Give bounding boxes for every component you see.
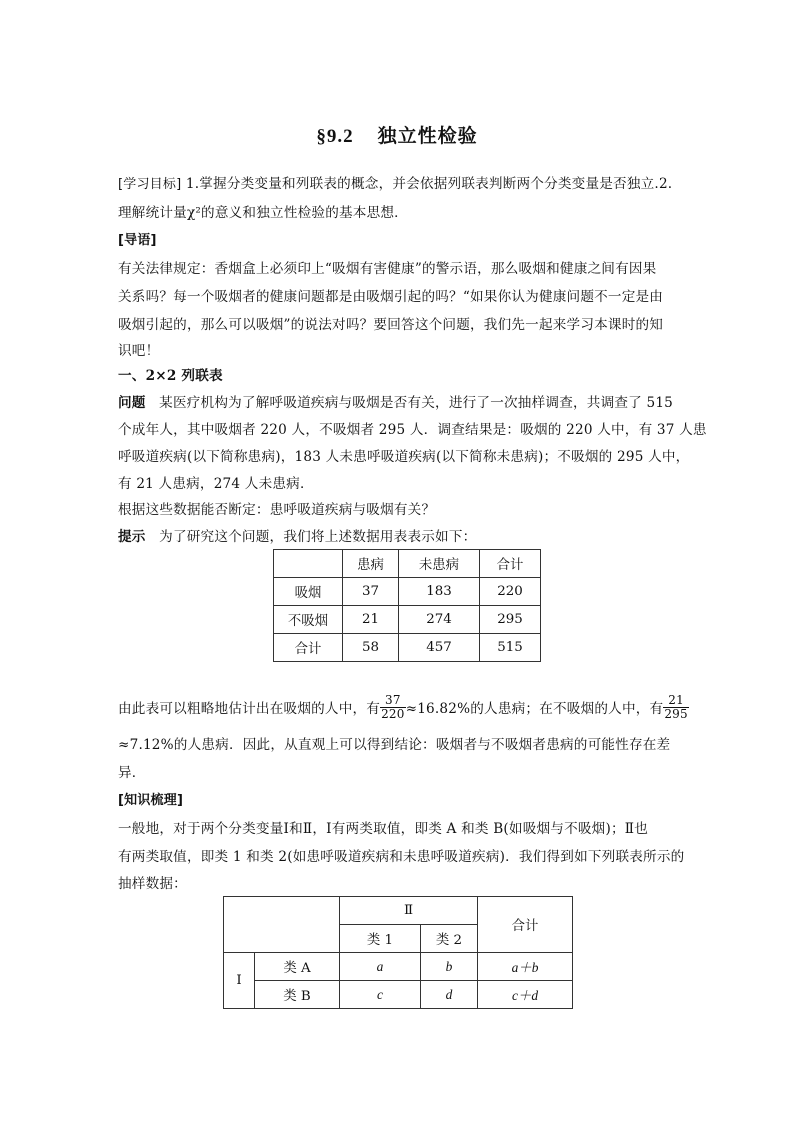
table-header: 患病	[343, 550, 399, 578]
knowledge-line-2: 有两类取值，即类 1 和类 2(如患呼吸道疾病和未患呼吸道疾病)．我们得到如下列联表所示的	[118, 849, 685, 865]
table-row	[274, 606, 541, 634]
row-header: 不吸烟	[274, 606, 343, 634]
table-cell: 183	[399, 578, 480, 606]
smoking-disease-table	[273, 549, 541, 662]
general-contingency-table	[223, 896, 573, 1009]
section-number: §9.2	[316, 126, 354, 147]
variable-2-header: Ⅱ	[340, 897, 478, 925]
row-header: 吸烟	[274, 578, 343, 606]
table-cell: 37	[343, 578, 399, 606]
fraction-denominator: 295	[664, 707, 688, 721]
problem-line-3: 呼吸道疾病(以下简称患病)，183 人未患呼吸道疾病(以下简称未患病)；不吸烟的 295 人中，	[118, 449, 690, 465]
class-1-header: 类 1	[340, 925, 421, 953]
intro-line-3: 吸烟引起的，那么可以吸烟”的说法对吗？要回答这个问题，我们先一起来学习本课时的知	[118, 317, 664, 333]
intro-label: [导语]	[118, 233, 157, 248]
variable-1-header: Ⅰ	[224, 953, 255, 1009]
table-cell: b	[421, 953, 478, 981]
estimate-text-2: ≈16.82%的人患病；在不吸烟的人中，有	[405, 701, 664, 717]
class-2-header: 类 2	[421, 925, 478, 953]
table-row	[274, 578, 541, 606]
knowledge-line-1: 一般地，对于两个分类变量Ⅰ和Ⅱ，Ⅰ有两类取值，即类 A 和类 B(如吸烟与不吸烟)；Ⅱ也	[118, 821, 648, 837]
estimate-line-3: 异．	[118, 765, 146, 781]
row-header: 类 B	[255, 981, 340, 1009]
table-cell: 515	[480, 634, 541, 662]
table-cell: 457	[399, 634, 480, 662]
fraction-numerator: 21	[663, 694, 689, 708]
total-header: 合计	[478, 897, 573, 953]
objectives-text-1: 1.掌握分类变量和列联表的概念，并会依据列联表判断两个分类变量是否独立.2.	[185, 176, 673, 192]
problem-question: 根据这些数据能否断定：患呼吸道疾病与吸烟有关？	[118, 502, 436, 518]
problem-line-2: 个成年人，其中吸烟者 220 人，不吸烟者 295 人．调查结果是：吸烟的 220 人中，有 37 人患	[118, 422, 707, 438]
objectives-line-1	[118, 172, 684, 192]
table-header-row	[274, 550, 541, 578]
hint-text: 为了研究这个问题，我们将上述数据用表表示如下：	[159, 529, 477, 545]
problem-text-1: 某医疗机构为了解呼吸道疾病与吸烟是否有关，进行了一次抽样调查，共调查了 515	[159, 395, 674, 411]
table-cell: a＋b	[478, 953, 573, 981]
intro-line-1: 有关法律规定：香烟盒上必须印上“吸烟有害健康”的警示语，那么吸烟和健康之间有因果	[118, 261, 657, 277]
estimate-line-2: ≈7.12%的人患病．因此，从直观上可以得到结论：吸烟者与不吸烟者患病的可能性存在差	[118, 737, 671, 753]
row-header: 类 A	[255, 953, 340, 981]
objectives-line-2: 理解统计量χ²的意义和独立性检验的基本思想．	[118, 205, 408, 221]
section-title: 独立性检验	[377, 125, 478, 147]
estimate-text-1: 由此表可以粗略地估计出在吸烟的人中，有	[118, 701, 381, 717]
knowledge-line-3: 抽样数据：	[118, 876, 187, 892]
table-row	[274, 634, 541, 662]
table-cell: 220	[480, 578, 541, 606]
problem-label: 问题	[118, 395, 146, 411]
table-corner-cell	[224, 897, 340, 953]
fraction-37-220	[380, 694, 406, 721]
intro-line-2: 关系吗？每一个吸烟者的健康问题都是由吸烟引起的吗？“如果你认为健康问题不一定是由	[118, 289, 664, 305]
table-cell: 21	[343, 606, 399, 634]
table-row	[224, 981, 573, 1009]
hint-line	[118, 525, 684, 545]
fraction-denominator: 220	[381, 707, 405, 721]
table-cell	[274, 550, 343, 578]
table-cell: a	[340, 953, 421, 981]
problem-line-1	[118, 391, 684, 411]
table-cell: 58	[343, 634, 399, 662]
estimate-line-1	[118, 693, 688, 723]
heading-contingency-table: 一、2×2 列联表	[118, 368, 223, 384]
fraction-numerator: 37	[380, 694, 406, 708]
knowledge-label: [知识梳理]	[118, 793, 184, 808]
table-cell: 274	[399, 606, 480, 634]
table-header: 合计	[480, 550, 541, 578]
objectives-label: [学习目标]	[118, 177, 182, 192]
table-cell: c＋d	[478, 981, 573, 1009]
table-header-row	[224, 897, 573, 925]
page-title	[0, 121, 794, 148]
row-header: 合计	[274, 634, 343, 662]
table-cell: d	[421, 981, 478, 1009]
problem-line-4: 有 21 人患病，274 人未患病．	[118, 476, 314, 492]
table-header: 未患病	[399, 550, 480, 578]
table-cell: 295	[480, 606, 541, 634]
table-row	[224, 953, 573, 981]
hint-label: 提示	[118, 529, 146, 545]
intro-line-4: 识吧！	[118, 343, 160, 359]
fraction-21-295	[663, 694, 689, 721]
table-cell: c	[340, 981, 421, 1009]
